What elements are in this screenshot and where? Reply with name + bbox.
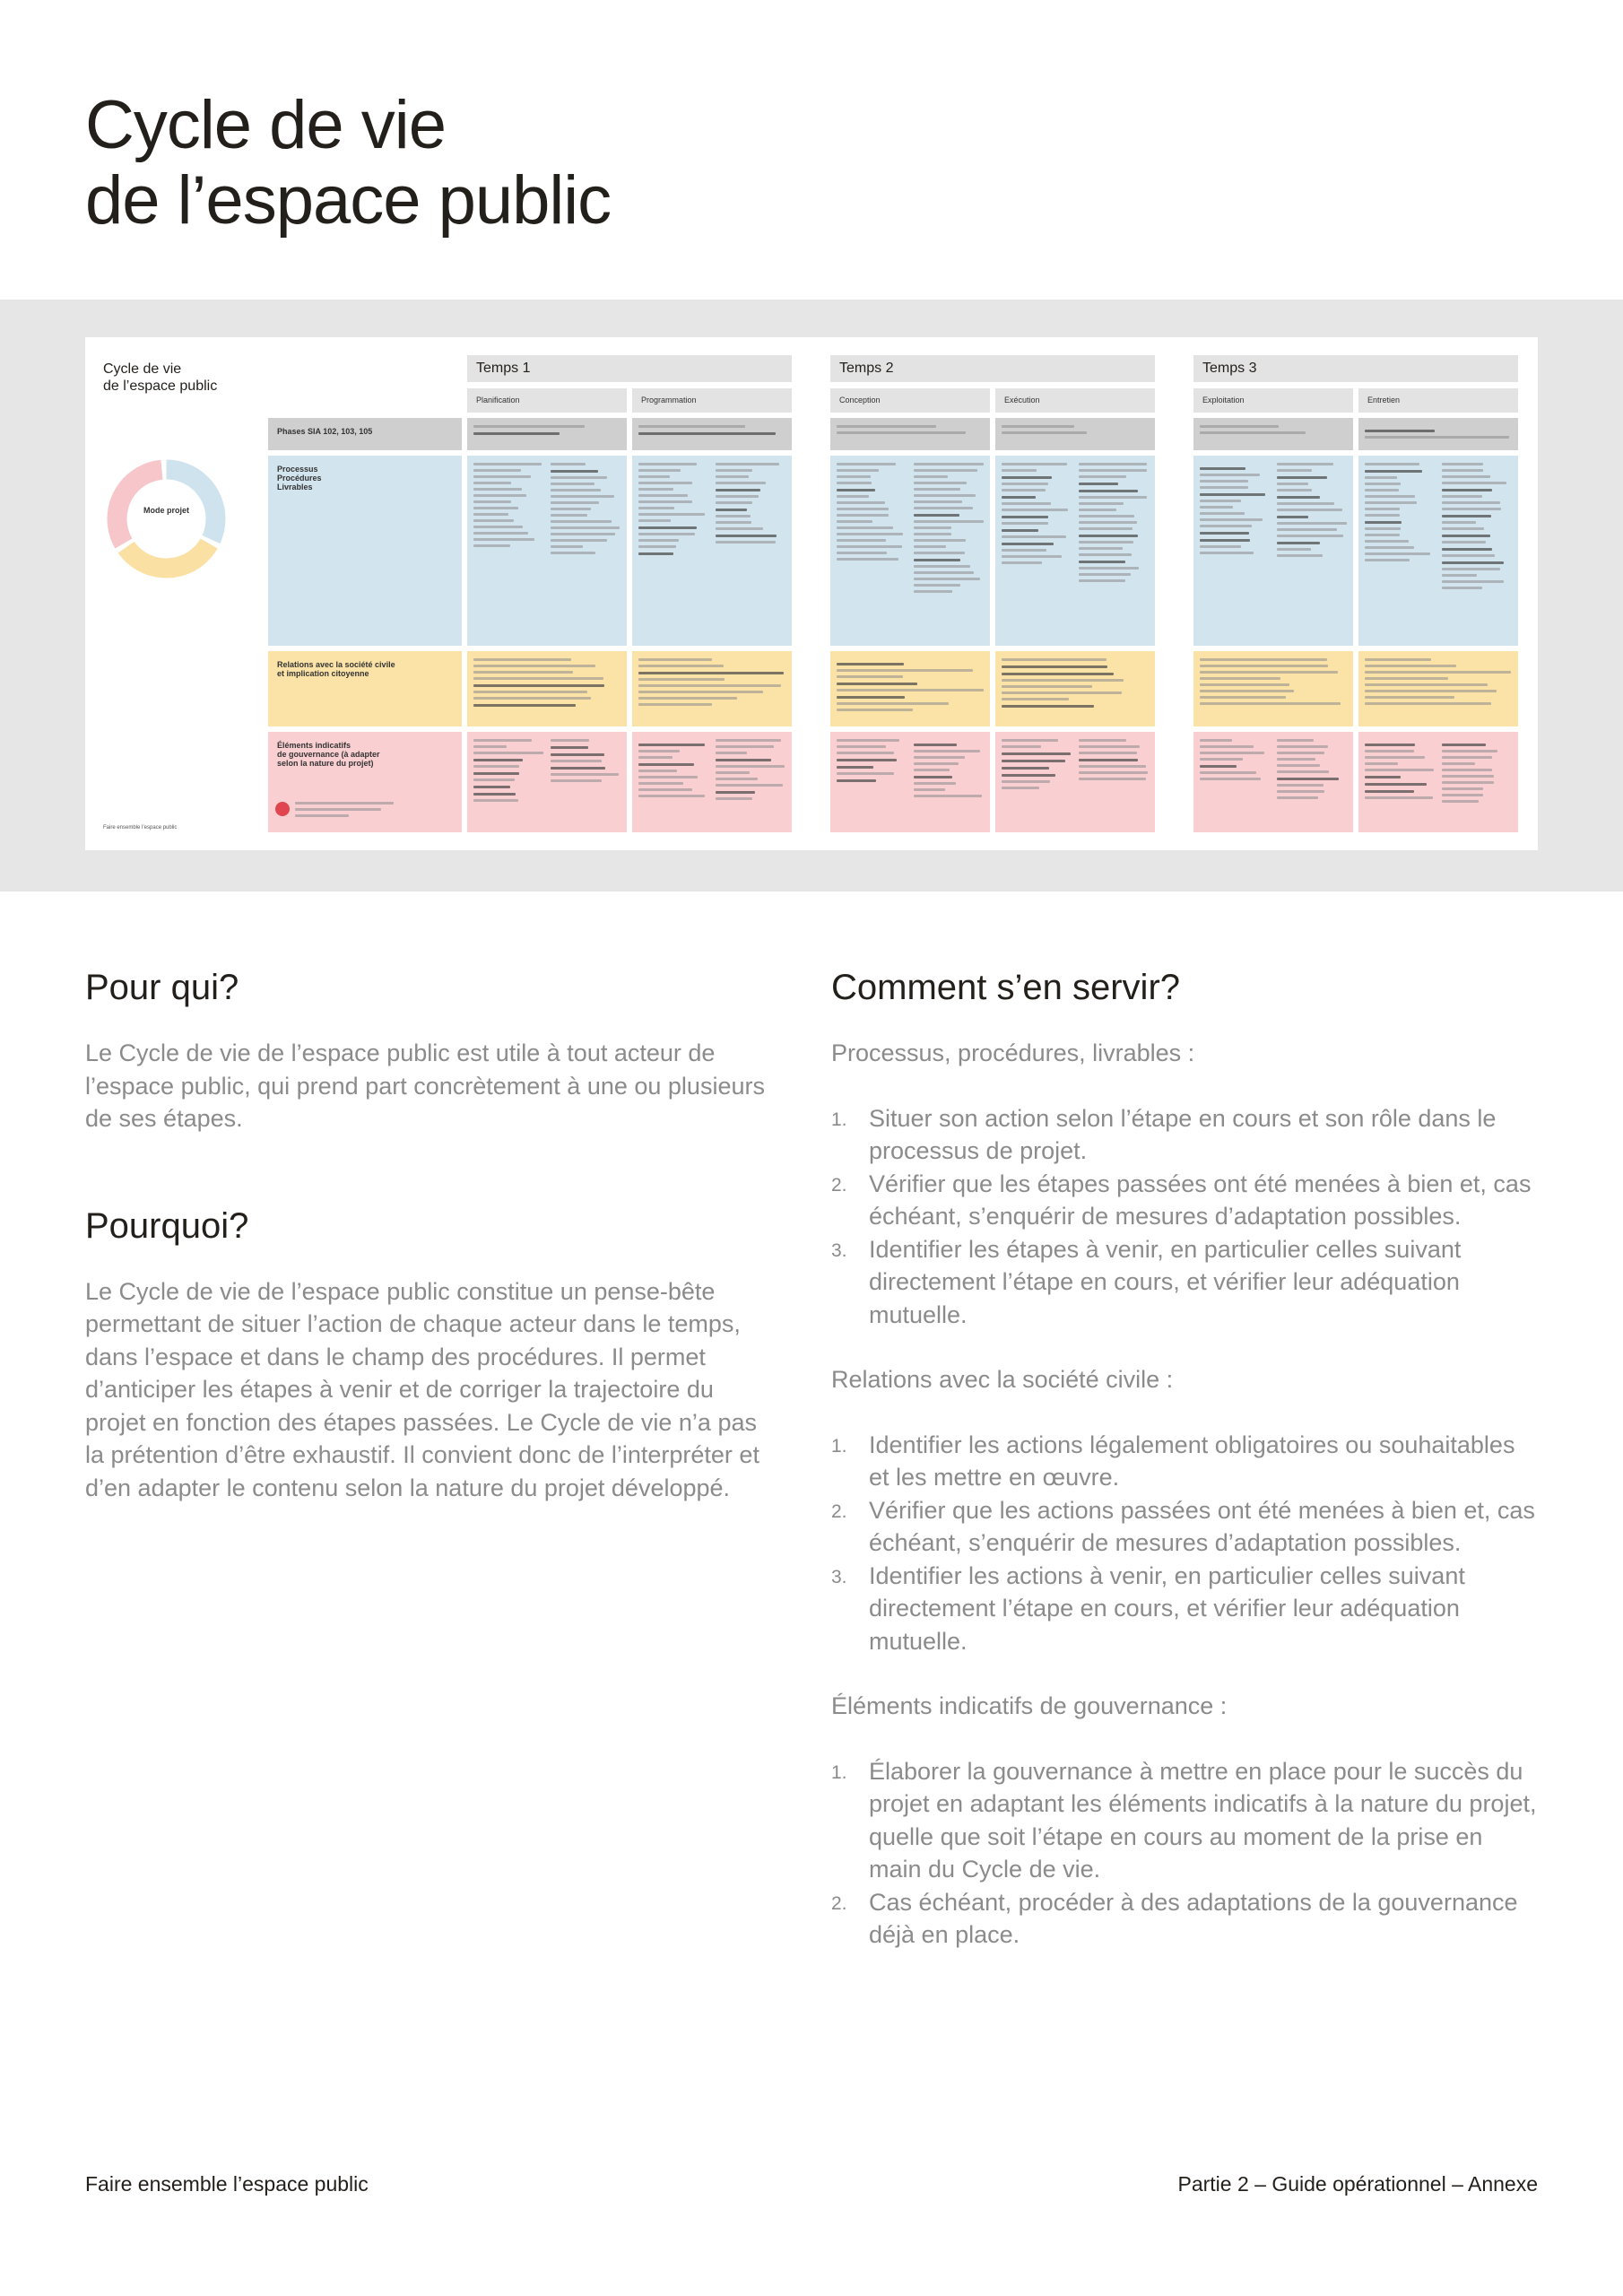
grid-cell	[467, 456, 627, 646]
grid-cell	[830, 418, 990, 450]
subphase-entretien: Entretien	[1358, 388, 1518, 413]
relations-list	[831, 1429, 1540, 1658]
row-label-gouvernance: Éléments indicatifs de gouvernance (à adapter selon la nature du projet)	[277, 741, 380, 768]
temps-2-header: Temps 2	[830, 355, 1155, 382]
comment-heading: Comment s’en servir?	[831, 968, 1181, 1007]
grid-cell	[995, 418, 1155, 450]
pour-qui-heading: Pour qui?	[85, 968, 239, 1007]
grid-cell	[995, 732, 1155, 832]
grid-cell	[1358, 418, 1518, 450]
grid-cell	[830, 732, 990, 832]
list-item: 3. Identifier les étapes à venir, en particulier celles suivant directement l’étape en cours, et vérifier leur adéquation mutuelle.	[831, 1235, 1462, 1328]
subphase-programmation: Programmation	[632, 388, 792, 413]
grid-cell	[1358, 732, 1518, 832]
left-column	[85, 967, 767, 1504]
list-item: 1. Identifier les actions légalement obligatoires ou souhaitables et les mettre en œuvre.	[831, 1431, 1515, 1491]
grid-cell	[467, 418, 627, 450]
legend-accent-icon	[275, 802, 290, 816]
list-item: 1. Élaborer la gouvernance à mettre en place pour le succès du projet en adaptant les éléments indicatifs à la nature du projet, quelle que soit l’étape en cours au moment de la prise en main du Cycle de vie.	[831, 1757, 1537, 1883]
temps-1-header: Temps 1	[467, 355, 792, 382]
page-title-line-1: Cycle de vie	[85, 87, 446, 163]
grid-cell	[467, 732, 627, 832]
footer-left: Faire ensemble l’espace public	[85, 2172, 369, 2196]
preview-footer: Faire ensemble l’espace public	[103, 825, 178, 831]
grid-cell	[632, 456, 792, 646]
grid-cell	[1193, 418, 1353, 450]
processus-label: Processus, procédures, livrables :	[831, 1039, 1195, 1066]
list-item: 2. Cas échéant, procéder à des adaptations de la gouvernance déjà en place.	[831, 1888, 1518, 1948]
gouvernance-label: Éléments indicatifs de gouvernance :	[831, 1692, 1228, 1719]
preview-title	[103, 361, 217, 395]
page-title-line-2: de l’espace public	[85, 162, 612, 239]
preview-title-line-2: de l’espace public	[103, 378, 218, 394]
pourquoi-heading: Pourquoi?	[85, 1205, 249, 1246]
list-item: 2. Vérifier que les actions passées ont été menées à bien et, cas échéant, s’enquérir de mesures d’adaptation possibles.	[831, 1496, 1535, 1556]
page-title	[85, 88, 611, 239]
grid-cell	[1358, 456, 1518, 646]
grid-cell	[995, 651, 1155, 726]
preview-title-line-1: Cycle de vie	[103, 361, 182, 377]
list-item: 3. Identifier les actions à venir, en particulier celles suivant directement l’étape en cours, et vérifier leur adéquation mutuelle.	[831, 1561, 1465, 1655]
gouvernance-list	[831, 1755, 1540, 1952]
processus-list	[831, 1102, 1540, 1332]
pourquoi-text: Le Cycle de vie de l’espace public constitue un pense-bête permettant de situer l’action de chaque acteur dans le temps, dans l’espace et dans le champ des procédures. Il permet d’anticiper les étapes à venir et de corriger la trajectoire du projet en fonction des étapes passées. Le Cycle de vie n’a pas la prétention d’être exhaustif. Il convient donc de l’interpréter et d’en adapter le contenu selon la nature du projet développé.	[85, 1277, 759, 1501]
footer-right: Partie 2 – Guide opérationnel – Annexe	[1177, 2172, 1538, 2196]
grid-cell	[467, 651, 627, 726]
row-label-relations: Relations avec la société civile et implication citoyenne	[277, 660, 395, 678]
subphase-planification: Planification	[467, 388, 627, 413]
row-label-phases: Phases SIA 102, 103, 105	[277, 427, 373, 436]
row-label-processus: Processus Procédures Livrables	[277, 465, 322, 491]
grid-cell	[1193, 651, 1353, 726]
grid-cell	[830, 456, 990, 646]
grid-cell	[632, 732, 792, 832]
subphase-exploitation: Exploitation	[1193, 388, 1353, 413]
grid-cell	[632, 651, 792, 726]
right-column	[831, 967, 1540, 1984]
list-item: 1. Situer son action selon l’étape en cours et son rôle dans le processus de projet.	[831, 1104, 1497, 1164]
grid-cell	[830, 651, 990, 726]
pour-qui-text: Le Cycle de vie de l’espace public est utile à tout acteur de l’espace public, qui prend part concrètement à une ou plusieurs de ses étapes.	[85, 1039, 765, 1132]
grid-cell	[1193, 456, 1353, 646]
subphase-conception: Conception	[830, 388, 990, 413]
cycle-de-vie-preview	[85, 337, 1538, 850]
subphase-execution: Exécution	[995, 388, 1155, 413]
legend-placeholder	[295, 802, 403, 821]
grid-cell	[995, 456, 1155, 646]
relations-label: Relations avec la société civile :	[831, 1366, 1174, 1393]
mode-projet-cycle-icon	[101, 454, 231, 584]
temps-3-header: Temps 3	[1193, 355, 1518, 382]
grid-cell	[632, 418, 792, 450]
grid-cell	[1358, 651, 1518, 726]
grid-cell	[1193, 732, 1353, 832]
list-item: 2. Vérifier que les étapes passées ont été menées à bien et, cas échéant, s’enquérir de mesures d’adaptation possibles.	[831, 1170, 1532, 1230]
mode-projet-label: Mode projet	[143, 506, 189, 515]
